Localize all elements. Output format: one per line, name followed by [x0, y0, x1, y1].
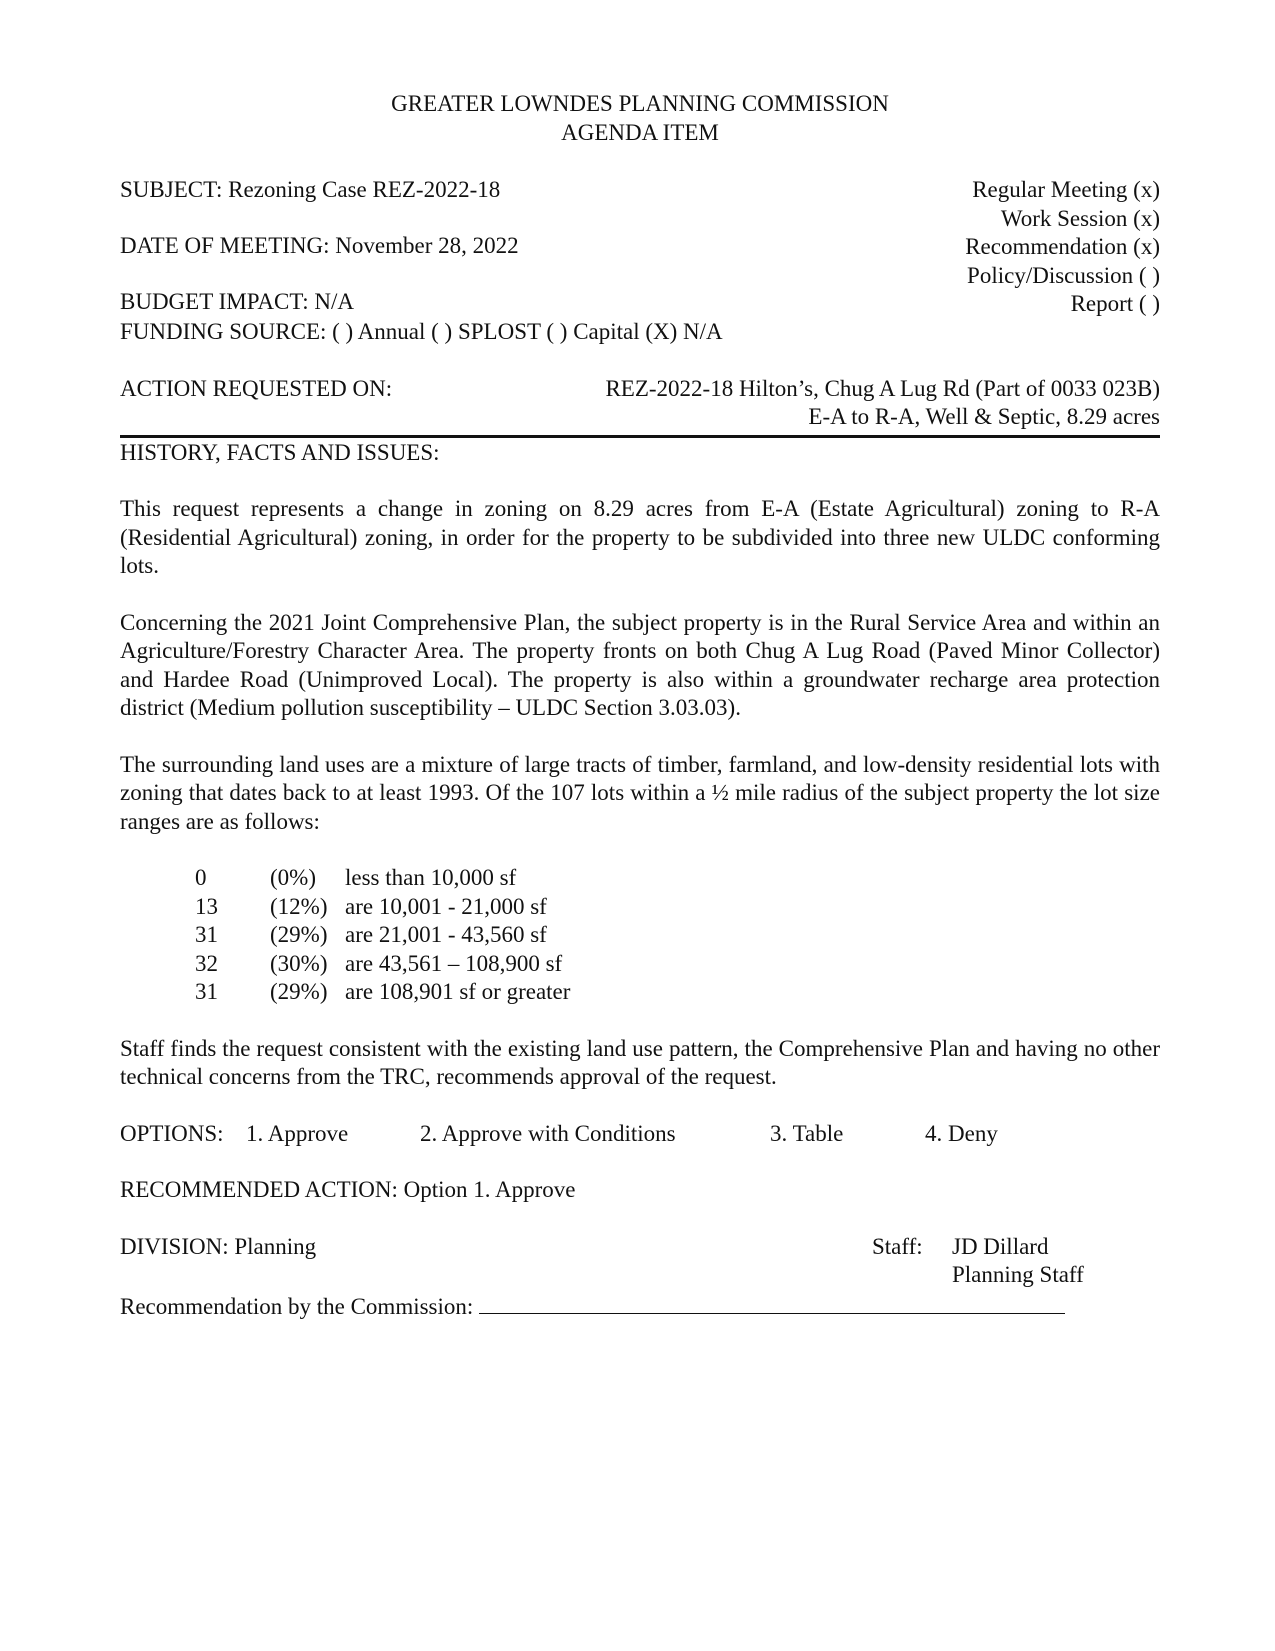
commission-label: Recommendation by the Commission: [120, 1293, 474, 1319]
action-line-1: REZ-2022-18 Hilton’s, Chug A Lug Rd (Part of 0033 023B) [605, 375, 1160, 401]
history-heading: HISTORY, FACTS AND ISSUES: [120, 439, 440, 465]
meta-block [120, 176, 1160, 318]
division-staff-row [120, 1233, 1160, 1291]
staff-title: Planning Staff [952, 1262, 1084, 1287]
meeting-date: DATE OF MEETING: November 28, 2022 [120, 233, 519, 258]
paragraph-comp-plan: Concerning the 2021 Joint Comprehensive Plan, the subject property is in the Rural Service Area and within an Agriculture/Forestry Character Area. The property fronts on both Chug A Lug Road (Paved Minor Collector) and Hardee Road (Unimproved Local). The property is also within a groundwater recharge area protection district (Medium pollution susceptibility – ULDC Section 3.03.03). [120, 609, 1160, 720]
recommended-action: RECOMMENDED ACTION: Option 1. Approve [120, 1177, 576, 1202]
funding-source: FUNDING SOURCE: ( ) Annual ( ) SPLOST ( ) Capital (X) N/A [120, 319, 723, 344]
options-label: OPTIONS: [120, 1120, 224, 1146]
lot-size-table [195, 864, 570, 1007]
division: DIVISION: Planning [120, 1233, 317, 1259]
budget-impact: BUDGET IMPACT: N/A [120, 289, 354, 314]
meeting-type-report: Report ( ) [1070, 291, 1160, 316]
org-title: GREATER LOWNDES PLANNING COMMISSION [391, 91, 889, 116]
staff-label: Staff: [872, 1233, 923, 1259]
table-row: 13 (12%) are 10,001 - 21,000 sf [195, 893, 547, 919]
paragraph-request: This request represents a change in zoning on 8.29 acres from E-A (Estate Agricultural) zoning to R-A (Residential Agricultural) zoning, in order for the property to be subdivided into three new ULDC conforming lots. [120, 496, 1160, 578]
action-requested [120, 375, 1160, 433]
option-approve-conditions: 2. Approve with Conditions [420, 1120, 676, 1146]
subject-line: SUBJECT: Rezoning Case REZ-2022-18 [120, 177, 501, 202]
meeting-type-list [965, 176, 1160, 319]
table-row: 0 (0%) less than 10,000 sf [195, 865, 517, 890]
table-row: 31 (29%) are 108,901 sf or greater [195, 979, 571, 1004]
option-table: 3. Table [770, 1120, 844, 1146]
section-divider [120, 435, 1160, 438]
options-row [120, 1120, 1160, 1149]
commission-recommendation [120, 1291, 1160, 1322]
agenda-item-page [120, 90, 1160, 1321]
staff-finding: Staff finds the request consistent with the existing land use pattern, the Comprehensive Plan and having no other technical concerns from the TRC, recommends approval of the request. [120, 1035, 1160, 1089]
paragraph-land-uses: The surrounding land uses are a mixture of large tracts of timber, farmland, and low-density residential lots with zoning that dates back to at least 1993. Of the 107 lots within a ½ mile radius of the subject property the lot size ranges are as follows: [120, 751, 1160, 834]
meeting-type-work-session: Work Session (x) [1000, 205, 1160, 231]
action-label: ACTION REQUESTED ON: [120, 375, 393, 401]
meeting-type-policy: Policy/Discussion ( ) [967, 262, 1160, 288]
option-deny: 4. Deny [925, 1120, 998, 1146]
signature-line[interactable] [479, 1291, 1065, 1314]
doc-type: AGENDA ITEM [561, 119, 719, 145]
meeting-type-regular: Regular Meeting (x) [972, 177, 1160, 202]
table-row: 31 (29%) are 21,001 - 43,560 sf [195, 922, 547, 947]
action-line-2: E-A to R-A, Well & Septic, 8.29 acres [808, 404, 1160, 429]
option-approve: 1. Approve [246, 1120, 349, 1146]
staff-name: JD Dillard [952, 1233, 1049, 1259]
meeting-type-recommendation: Recommendation (x) [965, 234, 1160, 259]
table-row: 32 (30%) are 43,561 – 108,900 sf [195, 950, 563, 976]
